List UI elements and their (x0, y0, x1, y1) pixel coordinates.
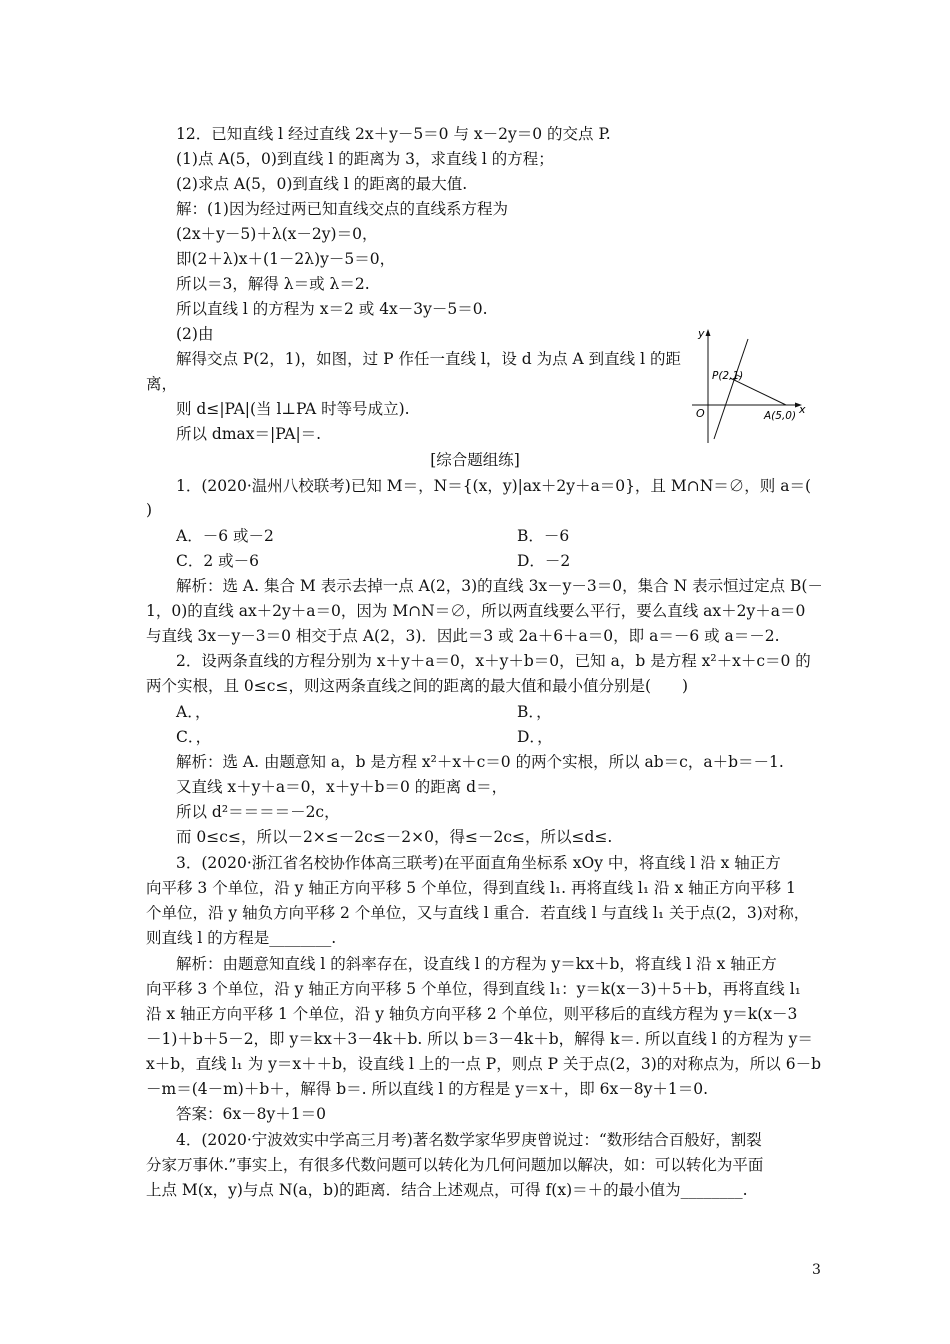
problem-12-statement: 12．已知直线 l 经过直线 2x＋y－5＝0 与 x－2y＝0 的交点 P. (176, 125, 611, 143)
solution-line: 所以 dmax＝|PA|＝. (176, 425, 322, 443)
problem-12-part-1: (1)点 A(5，0)到直线 l 的距离为 3，求直线 l 的方程； (176, 150, 554, 168)
question-4-statement: 4．(2020·宁波效实中学高三月考)著名数学家华罗庚曾说过：“数形结合百般好，割裂 (176, 1131, 762, 1149)
question-4-statement-cont: 分家万事休.”事实上，有很多代数问题可以转化为几何问题加以解决，如：可以转化为平面 (146, 1156, 764, 1174)
question-4-statement-cont: 上点 M(x，y)与点 N(a，b)的距离．结合上述观点，可得 f(x)＝＋的最小值为________. (146, 1181, 748, 1199)
solution-line: (2)由 (176, 325, 214, 343)
analysis-line: 与直线 3x－y－3＝0 相交于点 A(2，3)．因此＝3 或 2a＋6＋a＝0，即 a＝－6 或 a＝－2. (146, 627, 780, 645)
analysis-line: 所以 d²＝＝＝＝－2c， (176, 803, 340, 821)
point-p-label: P(2,1) (712, 370, 744, 382)
option-a: A．， (176, 703, 211, 721)
segment-pa (730, 378, 786, 405)
problem-12-part-2: (2)求点 A(5，0)到直线 l 的距离的最大值. (176, 175, 468, 193)
y-axis-arrow (706, 329, 711, 336)
analysis-line: 解析：选 A. 集合 M 表示去掉一点 A(2，3)的直线 3x－y－3＝0，集合 N 表示恒过定点 B(－ (176, 577, 823, 595)
question-3-statement-cont: 向平移 3 个单位，沿 y 轴正方向平移 5 个单位，得到直线 l₁. 再将直线 l₁ 沿 x 轴正方向平移 1 (146, 879, 796, 897)
option-c: C．2 或－6 (176, 552, 260, 570)
answer-line: 答案：6x－8y＋1＝0 (176, 1105, 326, 1123)
option-d: D．－2 (517, 552, 571, 570)
analysis-line: 解析：由题意知直线 l 的斜率存在，设直线 l 的方程为 y＝kx＋b，将直线 l 沿 x 轴正方 (176, 955, 777, 973)
option-d: D．， (517, 728, 553, 746)
analysis-line: 1，0)的直线 ax＋2y＋a＝0，因为 M∩N＝∅，所以两直线要么平行，要么直线 ax＋2y＋a＝0 (146, 602, 806, 620)
question-1-statement-cont: ) (146, 501, 153, 519)
analysis-line: 向平移 3 个单位，沿 y 轴正方向平移 5 个单位，得到直线 l₁：y＝k(x－3)＋5＋b，再将直线 l₁ (146, 980, 801, 998)
solution-line: 离， (146, 375, 178, 393)
origin-label: O (696, 407, 705, 420)
solution-line: 解得交点 P(2，1)，如图，过 P 作任一直线 l，设 d 为点 A 到直线 l 的距 (176, 350, 681, 368)
question-1-statement: 1．(2020·温州八校联考)已知 M＝，N＝{(x，y)|ax＋2y＋a＝0}，且 M∩N＝∅，则 a＝( (176, 477, 811, 495)
section-title: [综合题组练] (430, 451, 520, 469)
point-a-label: A(5,0) (764, 410, 797, 422)
line-l (714, 339, 748, 439)
coordinate-figure-svg (690, 325, 810, 445)
question-3-statement-cont: 个单位，沿 y 轴负方向平移 2 个单位，又与直线 l 重合．若直线 l 与直线 l₁ 关于点(2，3)对称， (146, 904, 810, 922)
question-2-statement-cont: 两个实根，且 0≤c≤，则这两条直线之间的距离的最大值和最小值分别是( ) (146, 677, 689, 695)
option-c: C．， (176, 728, 212, 746)
x-axis-label: x (799, 403, 806, 416)
y-axis-label: y (698, 327, 705, 340)
page-number: 3 (812, 1262, 821, 1278)
solution-line: 则 d≤|PA|(当 l⊥PA 时等号成立). (176, 400, 410, 418)
option-b: B．， (517, 703, 552, 721)
question-3-statement-cont: 则直线 l 的方程是________. (146, 929, 337, 947)
analysis-line: 又直线 x＋y＋a＝0，x＋y＋b＝0 的距离 d＝， (176, 778, 508, 796)
analysis-line: 沿 x 轴正方向平移 1 个单位，沿 y 轴负方向平移 2 个单位，则平移后的直线方程为 y＝k(x－3 (146, 1005, 798, 1023)
option-a: A．－6 或－2 (176, 527, 274, 545)
analysis-line: －m＝(4－m)＋b＋，解得 b＝. 所以直线 l 的方程是 y＝x＋，即 6x－8y＋1＝0. (146, 1080, 709, 1098)
coordinate-figure (690, 325, 810, 445)
solution-line: 解：(1)因为经过两已知直线交点的直线系方程为 (176, 200, 508, 218)
solution-line: 所以＝3，解得 λ＝或 λ＝2. (176, 275, 370, 293)
analysis-line: 解析：选 A. 由题意知 a，b 是方程 x²＋x＋c＝0 的两个实根，所以 ab＝c，a＋b＝－1. (176, 753, 784, 771)
analysis-line: x＋b，直线 l₁ 为 y＝x＋＋b，设直线 l 上的一点 P，则点 P 关于点(2，3)的对称点为，所以 6－b (146, 1055, 822, 1073)
solution-line: (2x＋y－5)＋λ(x－2y)＝0， (176, 225, 378, 243)
analysis-line: 而 0≤c≤，所以－2×≤－2c≤－2×0，得≤－2c≤，所以≤d≤. (176, 828, 613, 846)
question-3-statement: 3．(2020·浙江省名校协作体高三联考)在平面直角坐标系 xOy 中，将直线 l 沿 x 轴正方 (176, 854, 781, 872)
solution-line: 即(2＋λ)x＋(1－2λ)y－5＝0， (176, 250, 396, 268)
option-b: B．－6 (517, 527, 570, 545)
solution-line: 所以直线 l 的方程为 x＝2 或 4x－3y－5＝0. (176, 300, 488, 318)
question-2-statement: 2．设两条直线的方程分别为 x＋y＋a＝0，x＋y＋b＝0，已知 a，b 是方程 x²＋x＋c＝0 的 (176, 652, 811, 670)
analysis-line: －1)＋b＋5－2，即 y＝kx＋3－4k＋b. 所以 b＝3－4k＋b，解得 k＝. 所以直线 l 的方程为 y＝ (146, 1030, 813, 1048)
